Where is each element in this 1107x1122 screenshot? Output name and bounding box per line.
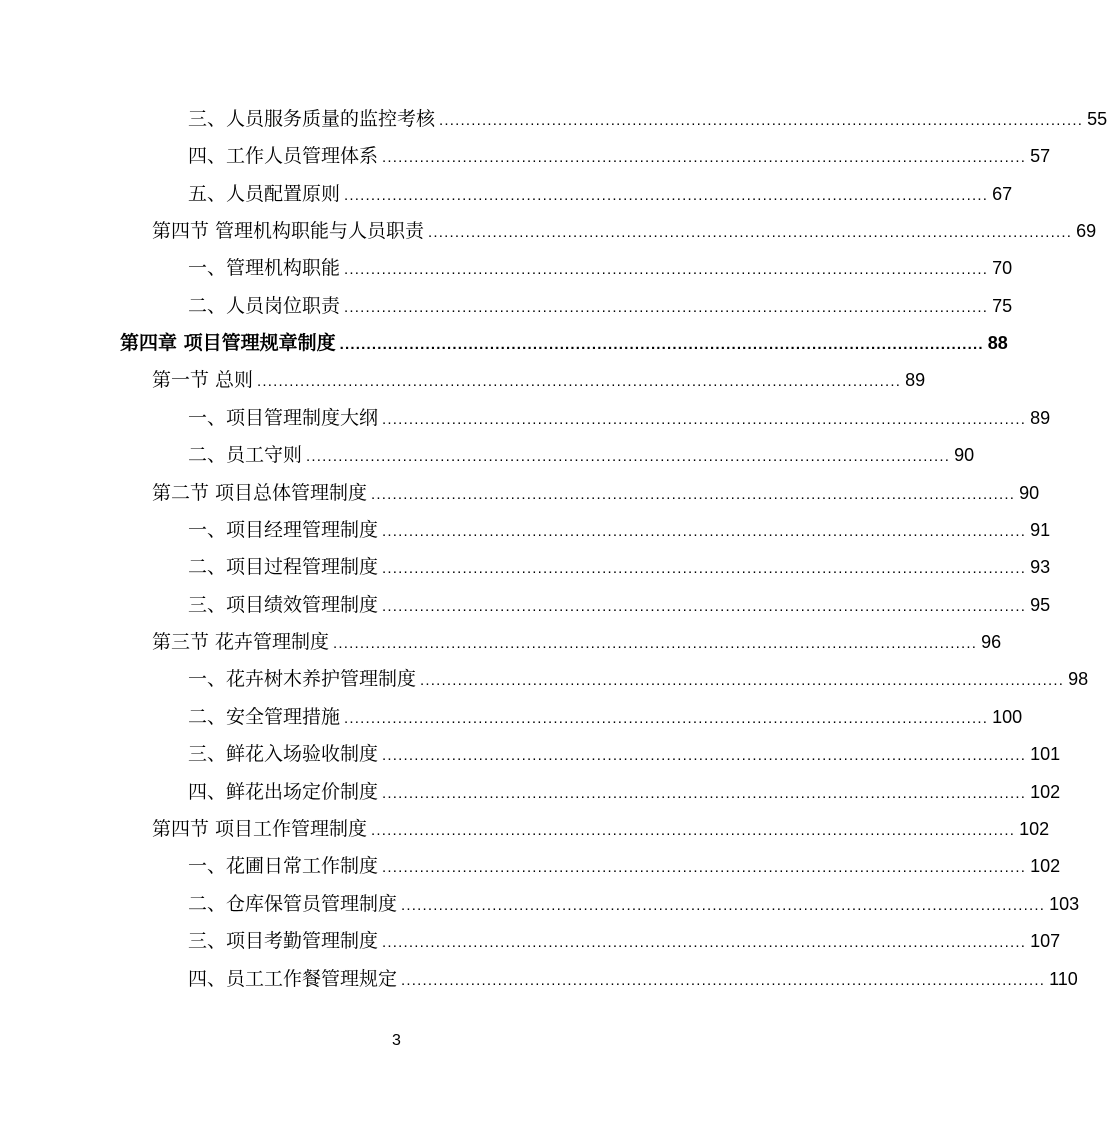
toc-leader-dots: ........................................................................................................................ — [333, 635, 978, 652]
toc-entry[interactable] — [188, 779, 1061, 807]
toc-entry[interactable] — [188, 554, 1051, 582]
toc-entry-title: 第四章 项目管理规章制度 — [120, 332, 336, 354]
toc-entry-title: 三、鲜花入场验收制度 — [188, 743, 379, 765]
toc-leader-dots: ........................................................................................................................ — [382, 149, 1027, 166]
toc-entry-title: 一、花卉树木养护管理制度 — [188, 668, 417, 690]
toc-leader-dots: ........................................................................................................................ — [371, 486, 1016, 503]
toc-entry-title: 三、项目绩效管理制度 — [188, 594, 379, 616]
toc-entry-title: 一、花圃日常工作制度 — [188, 855, 379, 877]
toc-entry-page: 103 — [1049, 894, 1080, 914]
toc-entry-page: 100 — [992, 707, 1023, 727]
toc-leader-dots: ........................................................................................................................ — [401, 972, 1046, 989]
toc-leader-dots: ........................................................................................................................ — [382, 785, 1027, 802]
toc-entry-title: 第四节 管理机构职能与人员职责 — [152, 220, 425, 242]
toc-entry-title: 一、项目管理制度大纲 — [188, 407, 379, 429]
toc-entry[interactable] — [188, 741, 1061, 769]
toc-entry[interactable] — [188, 106, 1107, 134]
toc-entry-title: 一、项目经理管理制度 — [188, 519, 379, 541]
toc-entry[interactable] — [152, 816, 1050, 844]
toc-entry-page: 98 — [1068, 669, 1089, 689]
toc-entry-title: 二、仓库保管员管理制度 — [188, 893, 398, 915]
toc-entry-title: 三、人员服务质量的监控考核 — [188, 108, 436, 130]
toc-entry[interactable] — [152, 629, 1002, 657]
toc-entry-page: 95 — [1030, 595, 1051, 615]
toc-leader-dots: ........................................................................................................................ — [420, 672, 1065, 689]
toc-entry[interactable] — [152, 480, 1040, 508]
toc-entry-title: 二、人员岗位职责 — [188, 295, 341, 317]
toc-entry-title: 五、人员配置原则 — [188, 183, 341, 205]
toc-leader-dots: ........................................................................................................................ — [439, 112, 1084, 129]
toc-entry-title: 第一节 总则 — [152, 369, 254, 391]
toc-leader-dots: ........................................................................................................................ — [401, 897, 1046, 914]
toc-entry-page: 110 — [1049, 969, 1078, 989]
toc-entry-page: 101 — [1030, 744, 1061, 764]
toc-entry-page: 102 — [1030, 856, 1061, 876]
toc-entry-title: 二、员工守则 — [188, 444, 303, 466]
toc-entry-title: 四、员工工作餐管理规定 — [188, 968, 398, 990]
toc-leader-dots: ........................................................................................................................ — [382, 747, 1027, 764]
toc-entry[interactable] — [188, 293, 1013, 321]
toc-entry[interactable] — [152, 218, 1097, 246]
toc-entry-page: 96 — [981, 632, 1002, 652]
toc-entry[interactable] — [188, 517, 1051, 545]
page-number: 3 — [392, 1032, 401, 1049]
toc-entry-page: 69 — [1076, 221, 1097, 241]
toc-entry-page: 89 — [905, 370, 926, 390]
toc-entry-page: 70 — [992, 258, 1013, 278]
toc-leader-dots: ........................................................................................................................ — [344, 710, 989, 727]
toc-leader-dots: ........................................................................................................................ — [382, 411, 1027, 428]
toc-entry-page: 55 — [1087, 109, 1107, 129]
toc-entry-title: 二、项目过程管理制度 — [188, 556, 379, 578]
toc-entry-title: 四、工作人员管理体系 — [188, 145, 379, 167]
toc-entry[interactable] — [188, 442, 975, 470]
toc-leader-dots: ........................................................................................................................ — [382, 598, 1027, 615]
toc-entry-page: 107 — [1030, 931, 1061, 951]
toc-leader-dots: ........................................................................................................................ — [428, 224, 1073, 241]
toc-entry-page: 91 — [1030, 520, 1051, 540]
toc-leader-dots: ........................................................................................................................ — [382, 523, 1027, 540]
toc-entry-title: 第三节 花卉管理制度 — [152, 631, 330, 653]
toc-entry-page: 90 — [1019, 483, 1040, 503]
toc-entry[interactable] — [188, 181, 1013, 209]
toc-entry[interactable] — [188, 853, 1061, 881]
toc-entry-page: 57 — [1030, 146, 1051, 166]
toc-leader-dots: ........................................................................................................................ — [306, 448, 951, 465]
toc-leader-dots: ........................................................................................................................ — [257, 373, 902, 390]
toc-entry-title: 四、鲜花出场定价制度 — [188, 781, 379, 803]
toc-entry[interactable] — [188, 143, 1051, 171]
toc-entry[interactable] — [188, 966, 1078, 994]
toc-entry[interactable] — [188, 405, 1051, 433]
toc-leader-dots: ........................................................................................................................ — [344, 261, 989, 278]
toc-entry[interactable] — [152, 367, 926, 395]
toc-entry-page: 102 — [1030, 782, 1061, 802]
toc-leader-dots: ........................................................................................................................ — [371, 822, 1016, 839]
toc-entry-page: 93 — [1030, 557, 1051, 577]
toc-leader-dots: ........................................................................................................................ — [339, 336, 984, 353]
toc-leader-dots: ........................................................................................................................ — [382, 859, 1027, 876]
toc-entry-title: 第四节 项目工作管理制度 — [152, 818, 368, 840]
toc-entry-title: 二、安全管理措施 — [188, 706, 341, 728]
toc-entry-page: 102 — [1019, 819, 1050, 839]
toc-entry-title: 第二节 项目总体管理制度 — [152, 482, 368, 504]
toc-entry-chapter[interactable] — [120, 330, 1008, 358]
toc-entry-page: 75 — [992, 296, 1013, 316]
toc-entry[interactable] — [188, 255, 1013, 283]
toc-entry-page: 89 — [1030, 408, 1051, 428]
toc-leader-dots: ........................................................................................................................ — [344, 299, 989, 316]
toc-entry-page: 67 — [992, 184, 1013, 204]
toc-entry[interactable] — [188, 666, 1089, 694]
toc-entry-page: 90 — [954, 445, 975, 465]
toc-leader-dots: ........................................................................................................................ — [344, 187, 989, 204]
toc-entry-page: 88 — [987, 333, 1008, 353]
toc-entry[interactable] — [188, 928, 1061, 956]
toc-entry[interactable] — [188, 592, 1051, 620]
toc-entry[interactable] — [188, 704, 1023, 732]
toc-entry-title: 一、管理机构职能 — [188, 257, 341, 279]
toc-leader-dots: ........................................................................................................................ — [382, 934, 1027, 951]
toc-entry-title: 三、项目考勤管理制度 — [188, 930, 379, 952]
toc-entry[interactable] — [188, 891, 1080, 919]
toc-leader-dots: ........................................................................................................................ — [382, 560, 1027, 577]
